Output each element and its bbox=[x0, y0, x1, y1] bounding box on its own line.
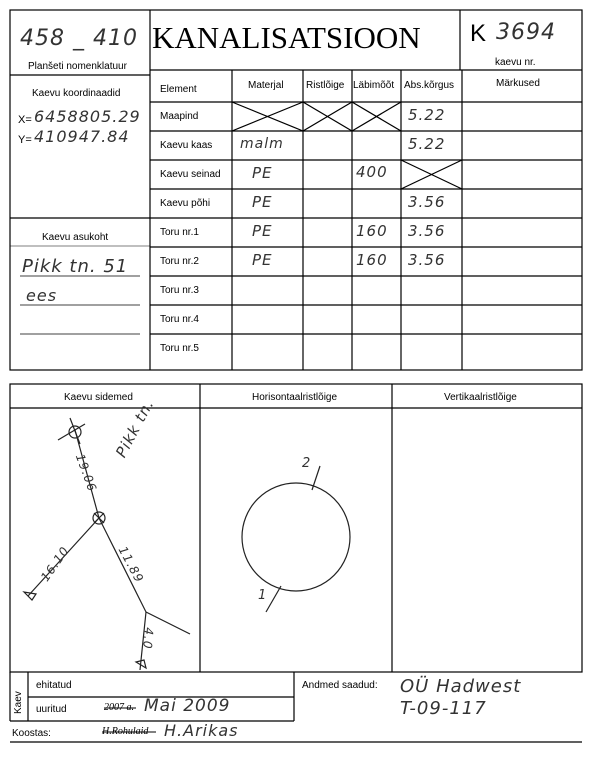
row-element: Toru nr.4 bbox=[160, 314, 199, 325]
location-label: Kaevu asukoht bbox=[42, 232, 109, 243]
compiled-label: Koostas: bbox=[12, 728, 51, 739]
header-remarks: Märkused bbox=[496, 78, 540, 89]
surveyed-label: uuritud bbox=[36, 704, 67, 715]
data-source-value: OÜ Hadwest bbox=[400, 676, 522, 697]
cell-abs-height: 5.22 bbox=[408, 135, 446, 153]
row-element: Kaevu kaas bbox=[160, 140, 213, 151]
y-coordinate: 410947.84 bbox=[34, 127, 130, 146]
well-number-label: kaevu nr. bbox=[495, 57, 536, 68]
cell-abs-height: 5.22 bbox=[408, 106, 446, 124]
nomenclature-label: Planšeti nomenklatuur bbox=[28, 61, 127, 72]
pipe-label-1: 1 bbox=[258, 588, 268, 603]
footer-side-label: Kaev bbox=[13, 691, 24, 714]
data-source-label: Andmed saadud: bbox=[302, 680, 378, 691]
location-line2: ees bbox=[26, 286, 58, 305]
page-title: KANALISATSIOON bbox=[152, 20, 421, 55]
row-element: Toru nr.2 bbox=[160, 256, 199, 267]
header-abs-height: Abs.kõrgus bbox=[404, 80, 455, 91]
well-prefix: K bbox=[470, 20, 487, 47]
row-element: Maapind bbox=[160, 111, 199, 122]
cell-material: PE bbox=[252, 251, 273, 269]
x-prefix: X= bbox=[18, 114, 32, 126]
cell-material: malm bbox=[240, 136, 284, 152]
cell-diameter: 160 bbox=[356, 251, 388, 269]
row-element: Toru nr.5 bbox=[160, 343, 199, 354]
built-label: ehitatud bbox=[36, 680, 72, 691]
cell-abs-height: 3.56 bbox=[408, 193, 446, 211]
well-number: 3694 bbox=[496, 20, 556, 45]
surveyed-struck: 2007 a. bbox=[104, 702, 134, 713]
x-coordinate: 6458805.29 bbox=[34, 107, 141, 126]
header-material: Materjal bbox=[248, 80, 284, 91]
sketch-distance-right: 11.89 bbox=[115, 544, 147, 586]
cell-abs-height: 3.56 bbox=[408, 222, 446, 240]
sketch-distance-left: 16.10 bbox=[38, 543, 73, 585]
cell-abs-height: 3.56 bbox=[408, 251, 446, 269]
header-diameter: Läbimõõt bbox=[353, 80, 395, 91]
cell-diameter: 160 bbox=[356, 222, 388, 240]
coordinates-label: Kaevu koordinaadid bbox=[32, 88, 121, 99]
surveyed-value: Mai 2009 bbox=[144, 696, 231, 716]
section-horizontal-title: Horisontaalristlõige bbox=[252, 392, 338, 403]
compiled-struck: H.Rohulaid bbox=[102, 726, 149, 737]
sketch-street-label: Pikk tn. bbox=[112, 395, 158, 461]
sketch-distance-bottom: 4.0 bbox=[140, 626, 156, 651]
y-prefix: Y= bbox=[18, 134, 32, 146]
header-cross-section: Ristlõige bbox=[306, 80, 345, 91]
pipe-label-2: 2 bbox=[302, 456, 312, 471]
sketch-distance-top: 19.06 bbox=[72, 452, 100, 494]
cell-material: PE bbox=[252, 193, 273, 211]
nomenclature-value: 458 _ 410 bbox=[20, 26, 138, 51]
data-source-code: T-09-117 bbox=[400, 698, 487, 719]
compiled-value: H.Arikas bbox=[164, 721, 239, 740]
cell-material: PE bbox=[252, 164, 273, 182]
section-vertical-title: Vertikaalristlõige bbox=[444, 392, 517, 403]
cell-material: PE bbox=[252, 222, 273, 240]
cell-diameter: 400 bbox=[356, 163, 388, 181]
location-line1: Pikk tn. 51 bbox=[22, 256, 129, 277]
header-element: Element bbox=[160, 84, 197, 95]
row-element: Toru nr.3 bbox=[160, 285, 199, 296]
row-element: Kaevu põhi bbox=[160, 198, 211, 209]
section-connections-title: Kaevu sidemed bbox=[64, 392, 133, 403]
row-element: Toru nr.1 bbox=[160, 227, 199, 238]
row-element: Kaevu seinad bbox=[160, 169, 221, 180]
